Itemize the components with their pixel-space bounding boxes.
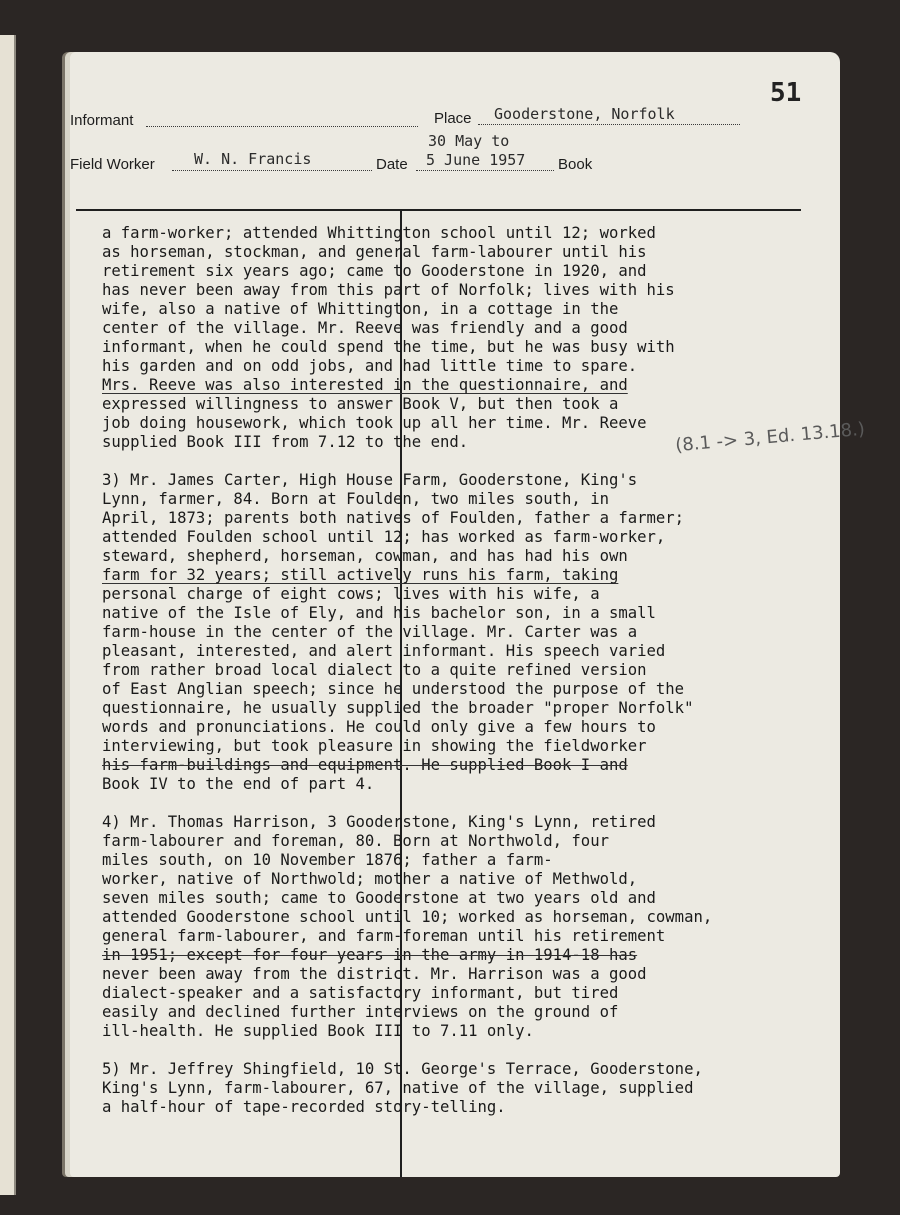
text-line: his garden and on odd jobs, and had little time to spare.: [102, 357, 638, 375]
text-line: general farm-labourer, and farm-foreman until his retirement: [102, 927, 666, 945]
text-line: of East Anglian speech; since he understood the purpose of the: [102, 680, 685, 698]
text-line: farm-labourer and foreman, 80. Born at Northwold, four: [102, 832, 609, 850]
text-line: 4) Mr. Thomas Harrison, 3 Gooderstone, King's Lynn, retired: [102, 813, 656, 831]
text-line: retirement six years ago; came to Gooderstone in 1920, and: [102, 262, 647, 280]
book-label: Book: [558, 156, 593, 173]
header-divider: [76, 209, 801, 211]
date-line: [416, 170, 554, 171]
paragraph-harrison: [102, 813, 802, 1041]
text-line: 5) Mr. Jeffrey Shingfield, 10 St. George's Terrace, Gooderstone,: [102, 1060, 703, 1078]
text-line: as horseman, stockman, and general farm-labourer until his: [102, 243, 647, 261]
text-line: King's Lynn, farm-labourer, 67, native of the village, supplied: [102, 1079, 694, 1097]
text-line: his farm-buildings and equipment. He supplied Book I and: [102, 756, 628, 774]
text-line: wife, also a native of Whittington, in a cottage in the: [102, 300, 619, 318]
text-line: steward, shepherd, horseman, cowman, and has had his own: [102, 547, 628, 565]
adjacent-page-edge: [0, 35, 16, 1195]
text-line: never been away from the district. Mr. Harrison was a good: [102, 965, 647, 983]
text-line: seven miles south; came to Gooderstone at two years old and: [102, 889, 656, 907]
text-line: center of the village. Mr. Reeve was friendly and a good: [102, 319, 628, 337]
informant-label: Informant: [70, 112, 134, 129]
text-line: ill-health. He supplied Book III to 7.11 only.: [102, 1022, 534, 1040]
text-line: a half-hour of tape-recorded story-telling.: [102, 1098, 506, 1116]
typed-notes: [102, 224, 802, 1136]
text-line: has never been away from this part of Norfolk; lives with his: [102, 281, 675, 299]
text-line: job doing housework, which took up all her time. Mr. Reeve: [102, 414, 647, 432]
text-line: in 1951; except for four years in the army in 1914-18 has: [102, 946, 638, 964]
place-line: [478, 124, 740, 125]
page-number: 51: [770, 78, 802, 108]
field-worker-value: W. N. Francis: [194, 150, 312, 168]
text-line: pleasant, interested, and alert informant. His speech varied: [102, 642, 666, 660]
text-line: Book IV to the end of part 4.: [102, 775, 375, 793]
paragraph-reeve: [102, 224, 802, 452]
text-line: words and pronunciations. He could only give a few hours to: [102, 718, 656, 736]
text-line: 3) Mr. James Carter, High House Farm, Gooderstone, King's: [102, 471, 638, 489]
date-label: Date: [376, 156, 408, 173]
text-line: interviewing, but took pleasure in showing the fieldworker: [102, 737, 647, 755]
text-line: easily and declined further interviews on the ground of: [102, 1003, 619, 1021]
field-worker-label: Field Worker: [70, 156, 155, 173]
text-line: native of the Isle of Ely, and his bachelor son, in a small: [102, 604, 656, 622]
text-line: personal charge of eight cows; lives with his wife, a: [102, 585, 600, 603]
place-value: Gooderstone, Norfolk: [494, 105, 675, 123]
text-line: informant, when he could spend the time, but he was busy with: [102, 338, 675, 356]
informant-line: [146, 126, 418, 127]
handwritten-margin-note: (8.1 -> 3, Ed. 13.18.): [674, 418, 866, 457]
field-worker-line: [172, 170, 372, 171]
text-line: from rather broad local dialect to a quite refined version: [102, 661, 647, 679]
text-line: Lynn, farmer, 84. Born at Foulden, two miles south, in: [102, 490, 609, 508]
text-line: April, 1873; parents both natives of Foulden, father a farmer;: [102, 509, 685, 527]
paragraph-shingfield: [102, 1060, 802, 1117]
text-line: expressed willingness to answer Book V, but then took a: [102, 395, 619, 413]
text-line: worker, native of Northwold; mother a native of Methwold,: [102, 870, 638, 888]
text-line: supplied Book III from 7.12 to the end.: [102, 433, 469, 451]
text-line: attended Gooderstone school until 10; worked as horseman, cowman,: [102, 908, 713, 926]
place-label: Place: [434, 110, 472, 127]
text-line: farm-house in the center of the village. Mr. Carter was a: [102, 623, 638, 641]
text-line: farm for 32 years; still actively runs his farm, taking: [102, 566, 619, 584]
notebook-page: [70, 52, 866, 1177]
paragraph-carter: [102, 471, 802, 794]
text-line: Mrs. Reeve was also interested in the questionnaire, and: [102, 376, 628, 394]
date-value-line-1: 30 May to: [428, 132, 510, 150]
text-line: questionnaire, he usually supplied the broader "proper Norfolk": [102, 699, 694, 717]
text-line: dialect-speaker and a satisfactory informant, but tired: [102, 984, 619, 1002]
text-line: a farm-worker; attended Whittington school until 12; worked: [102, 224, 656, 242]
text-line: miles south, on 10 November 1876; father a farm-: [102, 851, 553, 869]
date-value-line-2: 5 June 1957: [426, 151, 526, 169]
text-line: attended Foulden school until 12; has worked as farm-worker,: [102, 528, 666, 546]
